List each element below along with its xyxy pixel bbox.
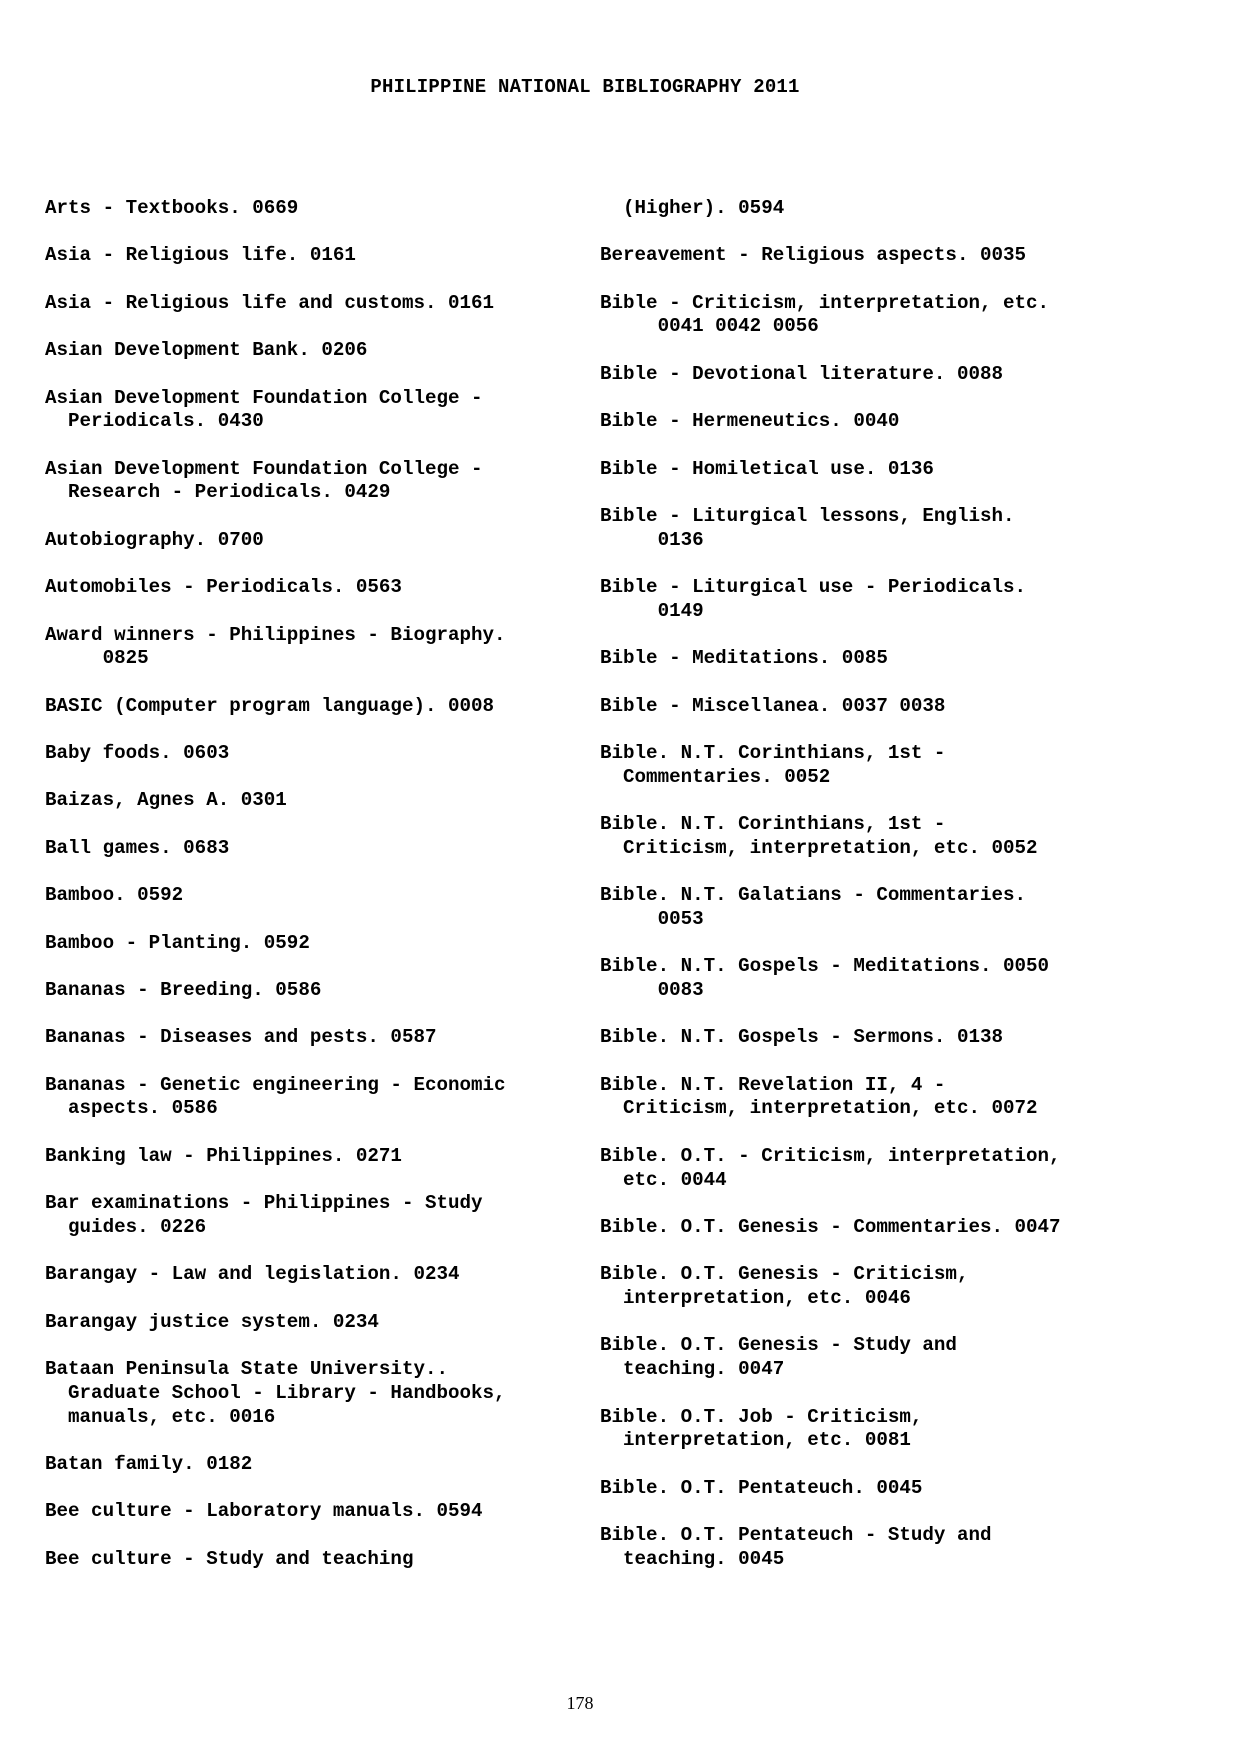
index-entry: Bar examinations - Philippines - Study guides. 0226 (45, 1192, 483, 1238)
page-title: PHILIPPINE NATIONAL BIBLIOGRAPHY 2011 (370, 76, 800, 98)
index-entry: Ball games. 0683 (45, 836, 230, 859)
index-entry: Asian Development Foundation College - Periodicals. 0430 (45, 386, 483, 433)
index-entry: Batan family. 0182 (45, 1452, 253, 1475)
index-entry: Bible - Meditations. 0085 (600, 647, 888, 670)
index-entry: Asian Development Foundation College - Research - Periodicals. 0429 (45, 457, 483, 504)
index-entry: Bible - Miscellanea. 0037 0038 (600, 694, 946, 717)
index-entry: Bible. O.T. - Criticism, interpretation, etc. 0044 (600, 1144, 1061, 1191)
index-entry: (Higher). 0594 (600, 197, 785, 219)
index-entry: Automobiles - Periodicals. 0563 (45, 576, 402, 599)
index-entry: Bible. N.T. Galatians - Commentaries. 0053 (600, 884, 1027, 930)
index-entry: Arts - Textbooks. 0669 (45, 197, 299, 219)
index-entry: Bereavement - Religious aspects. 0035 (600, 244, 1027, 267)
index-entry: Bananas - Breeding. 0586 (45, 978, 322, 1001)
page-number: 178 (566, 1693, 594, 1713)
index-entry: Bible - Homiletical use. 0136 (600, 457, 934, 480)
index-entry: Bible. N.T. Revelation II, 4 - Criticism, interpretation, etc. 0072 (600, 1073, 1038, 1120)
index-entry: Bible. O.T. Pentateuch - Study and teaching. 0045 (600, 1524, 992, 1570)
index-entry: Bamboo. 0592 (45, 884, 184, 907)
index-entry: Bible. O.T. Genesis - Commentaries. 0047 (600, 1215, 1061, 1238)
index-column-right (600, 197, 1140, 1595)
index-entry: Bible - Criticism, interpretation, etc. 0041 0042 0056 (600, 291, 1050, 338)
index-entry: Asia - Religious life. 0161 (45, 244, 356, 267)
index-entry: Barangay - Law and legislation. 0234 (45, 1263, 460, 1286)
index-entry: Bible. N.T. Corinthians, 1st - Commentaries. 0052 (600, 742, 946, 788)
index-entry: Bible - Devotional literature. 0088 (600, 362, 1004, 385)
index-entry: Bible. N.T. Corinthians, 1st - Criticism, interpretation, etc. 0052 (600, 813, 1038, 859)
index-entry: Bible - Liturgical lessons, English. 0136 (600, 505, 1015, 551)
index-entry: Award winners - Philippines - Biography. 0825 (45, 623, 506, 670)
index-entry: Bee culture - Study and teaching (45, 1547, 414, 1570)
index-entry: Bee culture - Laboratory manuals. 0594 (45, 1500, 483, 1523)
index-column-left (45, 197, 565, 1595)
index-entry: Bible. N.T. Gospels - Meditations. 0050 0083 (600, 955, 1050, 1001)
index-entry: Baizas, Agnes A. 0301 (45, 789, 287, 812)
index-entry: Bible. O.T. Genesis - Study and teaching. 0047 (600, 1334, 957, 1381)
index-entry: Autobiography. 0700 (45, 528, 264, 551)
index-entry: Asia - Religious life and customs. 0161 (45, 291, 495, 314)
index-entry: Bible - Liturgical use - Periodicals. 0149 (600, 576, 1027, 622)
index-entry: BASIC (Computer program language). 0008 (45, 694, 495, 717)
index-entry: Bible. O.T. Genesis - Criticism, interpretation, etc. 0046 (600, 1263, 969, 1310)
index-entry: Bananas - Diseases and pests. 0587 (45, 1026, 437, 1049)
index-entry: Bananas - Genetic engineering - Economic aspects. 0586 (45, 1073, 506, 1120)
index-entry: Bible. O.T. Pentateuch. 0045 (600, 1476, 923, 1499)
index-entry: Baby foods. 0603 (45, 742, 230, 765)
index-entry: Banking law - Philippines. 0271 (45, 1144, 402, 1167)
index-entry: Bamboo - Planting. 0592 (45, 931, 310, 954)
index-entry: Bataan Peninsula State University.. Graduate School - Library - Handbooks, manuals, etc. 0016 (45, 1358, 506, 1428)
index-entry: Bible. N.T. Gospels - Sermons. 0138 (600, 1026, 1004, 1049)
index-entry: Bible. O.T. Job - Criticism, interpretation, etc. 0081 (600, 1405, 923, 1452)
index-entry: Barangay justice system. 0234 (45, 1310, 379, 1333)
index-entry: Bible - Hermeneutics. 0040 (600, 410, 900, 433)
index-entry: Asian Development Bank. 0206 (45, 339, 368, 362)
